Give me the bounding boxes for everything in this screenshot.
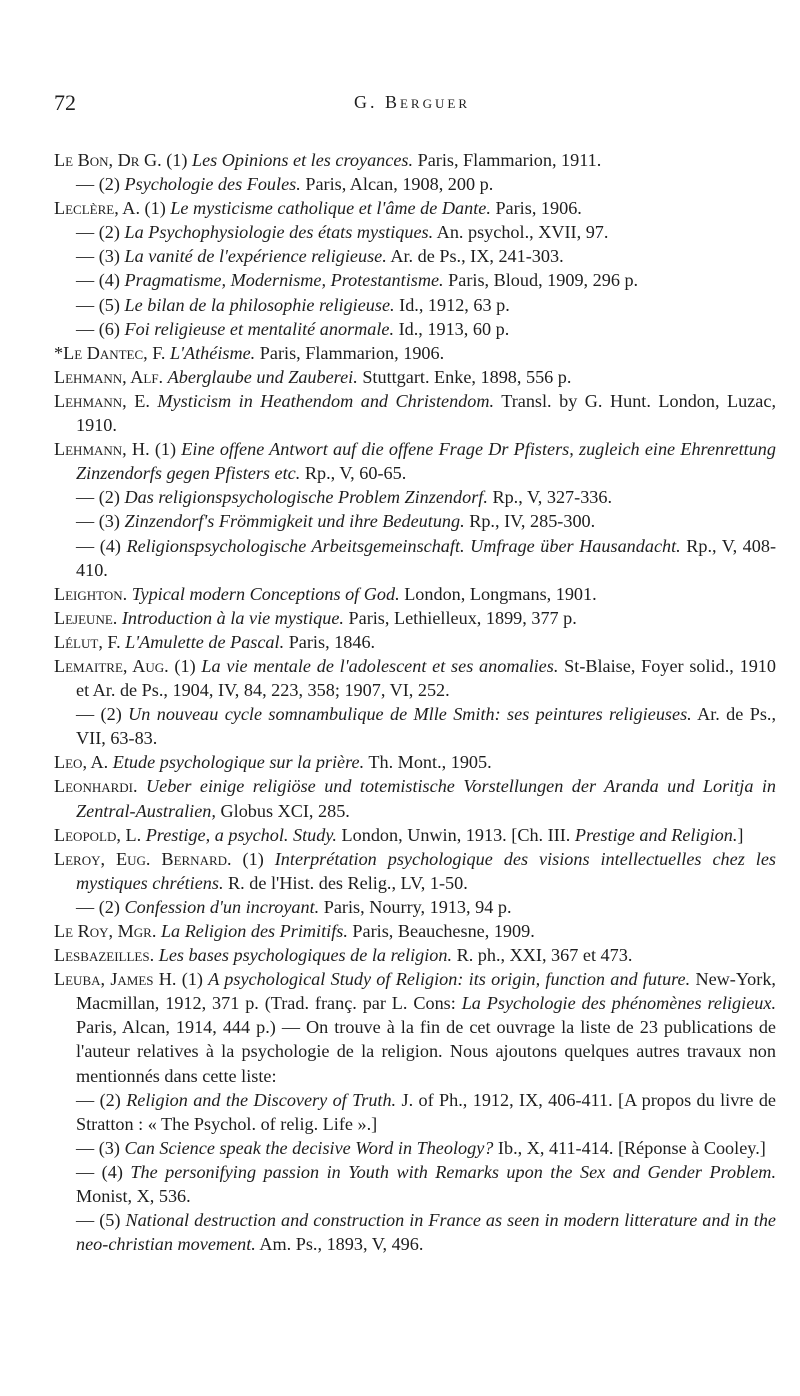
entry-text: J. of Ph., 1912, IX, 406-411. [A propos du livre de Stratton : « The Psychol. of relig. Life ».] bbox=[76, 1089, 776, 1134]
bibliography-entry bbox=[54, 1136, 776, 1160]
entry-author: Lehmann, H. bbox=[54, 439, 150, 460]
entry-title: Le bilan de la philosophie religieuse. bbox=[124, 294, 395, 315]
entry-text: Globus XCI, 285. bbox=[215, 800, 350, 821]
entry-text: Paris, Beauchesne, 1909. bbox=[347, 921, 535, 941]
entry-author: Le Roy, Mgr. bbox=[54, 921, 157, 941]
entry-text: — (4) bbox=[76, 535, 127, 556]
bibliography-entry bbox=[54, 485, 776, 509]
bibliography-entry bbox=[54, 774, 776, 822]
entry-title: Psychologie des Foules. bbox=[124, 174, 301, 195]
entry-text: Th. Mont., 1905. bbox=[364, 752, 492, 773]
entry-text: New-York, Macmillan, 1912, 371 p. (Trad. franç. par L. Cons: bbox=[76, 969, 776, 1014]
bibliography-entry bbox=[54, 1160, 776, 1208]
entry-text: London, Unwin, 1913. [Ch. III. bbox=[336, 824, 575, 845]
bibliography-entry bbox=[54, 341, 776, 365]
entry-author: Lesbazeilles. bbox=[54, 945, 155, 966]
entry-text: Paris, Bloud, 1909, 296 p. bbox=[443, 270, 639, 291]
bibliography-entry bbox=[54, 196, 776, 220]
entry-title: Etude psychologique sur la prière. bbox=[112, 752, 365, 773]
bibliography-entry bbox=[54, 654, 776, 702]
entry-text: (1) bbox=[231, 848, 275, 869]
entry-text: Paris, 1906. bbox=[490, 198, 582, 219]
entry-text: Id., 1912, 63 p. bbox=[394, 294, 510, 315]
entry-text: Ib., X, 411-414. [Réponse à Cooley.] bbox=[493, 1137, 766, 1158]
page-number: 72 bbox=[54, 90, 76, 115]
entry-text: — (2) bbox=[76, 896, 125, 917]
bibliography-entry bbox=[54, 1208, 776, 1256]
entry-text: An. psychol., XVII, 97. bbox=[433, 222, 609, 243]
entry-title: Mysticism in Heathendom and Christendom. bbox=[157, 390, 495, 411]
entry-title: La Religion des Primitifs. bbox=[160, 921, 348, 941]
bibliography-entry bbox=[54, 268, 776, 292]
bibliography-entry bbox=[54, 172, 776, 196]
entry-author: Leclère, A. bbox=[54, 198, 140, 219]
entry-text: London, Longmans, 1901. bbox=[399, 583, 597, 604]
entry-text: Monist, X, 536. bbox=[76, 1186, 191, 1207]
entry-text: Rp., V, 327-336. bbox=[487, 487, 613, 508]
bibliography-entry bbox=[54, 943, 776, 967]
entry-title: Introduction à la vie mystique. bbox=[121, 607, 344, 628]
entry-text: — (2) bbox=[76, 222, 125, 243]
entry-text: (1) bbox=[176, 969, 209, 990]
bibliography-entry bbox=[54, 534, 776, 582]
entry-author: Leuba, James H. bbox=[54, 969, 177, 990]
entry-title: La vie mentale de l'adolescent et ses anomalies. bbox=[201, 655, 559, 676]
entry-author: Leroy, Eug. Bernard. bbox=[54, 848, 232, 869]
entry-title: Prestige, a psychol. Study. bbox=[145, 824, 337, 845]
entry-text: (1) bbox=[161, 150, 192, 170]
entry-text: Paris, Alcan, 1914, 444 p.) — On trouve à la fin de cet ouvrage la liste de 23 publications de l'auteur relatives à la psychologie de la religion. Nous ajoutons quelques autres travaux non mentionnés dans cette liste: bbox=[76, 1017, 776, 1086]
entry-text: Stuttgart. Enke, 1898, 556 p. bbox=[357, 366, 572, 387]
bibliography-entry bbox=[54, 293, 776, 317]
entry-text: Paris, 1846. bbox=[284, 631, 376, 652]
entry-title: Le mysticisme catholique et l'âme de Dante. bbox=[170, 198, 491, 219]
entry-text: — (3) bbox=[76, 246, 125, 267]
entry-text: Transl. by G. Hunt. London, Luzac, 1910. bbox=[76, 390, 776, 436]
entry-text: Paris, Nourry, 1913, 94 p. bbox=[319, 896, 512, 917]
entry-title: Ueber einige religiöse und totemistische Vorstellungen der Aranda und Loritja in Zentral-Australien, bbox=[76, 776, 777, 821]
bibliography-entry bbox=[54, 509, 776, 533]
entry-title: Confession d'un incroyant. bbox=[124, 896, 320, 917]
entry-title: Religion and the Discovery of Truth. bbox=[126, 1089, 397, 1110]
entry-author: Lehmann, Alf. bbox=[54, 366, 164, 387]
entry-author: Lejeune. bbox=[54, 607, 118, 628]
entry-text: R. ph., XXI, 367 et 473. bbox=[452, 945, 633, 966]
entry-title: Foi religieuse et mentalité anormale. bbox=[124, 318, 395, 339]
entry-text: ] bbox=[737, 824, 744, 845]
entry-text: (1) bbox=[149, 439, 182, 460]
entry-text: Paris, Flammarion, 1906. bbox=[255, 342, 445, 363]
bibliography-entry bbox=[54, 148, 776, 172]
entry-text: Ar. de Ps., IX, 241-303. bbox=[386, 246, 564, 267]
entry-title: Interprétation psychologique des visions intellectuelles chez les mystiques chrétiens. bbox=[76, 848, 776, 893]
bibliography-entry bbox=[54, 895, 776, 919]
running-head: G. Berguer bbox=[353, 92, 470, 112]
entry-author: Leopold, L. bbox=[54, 824, 142, 845]
entry-title: Pragmatisme, Modernisme, Protestantisme. bbox=[124, 270, 444, 291]
entry-text: (1) bbox=[168, 655, 202, 676]
entry-author: Lemaitre, Aug. bbox=[54, 655, 169, 676]
entry-title: National destruction and construction in France as seen in modern litterature and in the neo-christian movement. bbox=[76, 1210, 776, 1255]
entry-title: L'Amulette de Pascal. bbox=[125, 631, 285, 652]
entry-text: — (2) bbox=[76, 1089, 127, 1110]
entry-title: La Psychophysiologie des états mystiques. bbox=[124, 222, 434, 243]
entry-text: — (5) bbox=[76, 294, 125, 315]
entry-title: Aberglaube und Zauberei. bbox=[167, 366, 358, 387]
entry-title: Can Science speak the decisive Word in Theology? bbox=[124, 1137, 494, 1158]
entry-title: Les bases psychologiques de la religion. bbox=[158, 945, 453, 966]
entry-title: Das religionspsychologische Problem Zinzendorf. bbox=[124, 487, 488, 508]
entry-author: Lehmann, E. bbox=[54, 390, 150, 411]
entry-title: Les Opinions et les croyances. bbox=[191, 150, 414, 170]
bibliography-entry bbox=[54, 919, 776, 943]
entry-text: Rp., V, 408-410. bbox=[76, 535, 776, 580]
entry-text: Paris, Alcan, 1908, 200 p. bbox=[300, 174, 494, 195]
entry-text: Rp., IV, 285-300. bbox=[464, 511, 596, 532]
bibliography-entry bbox=[54, 702, 776, 750]
entry-text: Paris, Flammarion, 1911. bbox=[413, 150, 602, 170]
bibliography-entry bbox=[54, 606, 776, 630]
bibliography-entry bbox=[54, 823, 776, 847]
entry-text: — (2) bbox=[76, 704, 129, 725]
entry-title: La vanité de l'expérience religieuse. bbox=[124, 246, 387, 267]
entry-text bbox=[138, 776, 146, 796]
entry-title: L'Athéisme. bbox=[170, 342, 256, 363]
entry-author: Leo, A. bbox=[54, 752, 109, 773]
page-header bbox=[54, 90, 770, 114]
entry-title: Zinzendorf's Frömmigkeit und ihre Bedeutung. bbox=[124, 511, 465, 532]
bibliography-list bbox=[54, 148, 776, 1256]
entry-author: Leonhardi. bbox=[54, 776, 138, 797]
entry-author: *Le Dantec, F. bbox=[54, 342, 166, 363]
bibliography-entry bbox=[54, 967, 776, 1087]
entry-text: Id., 1913, 60 p. bbox=[394, 318, 510, 339]
bibliography-entry bbox=[54, 244, 776, 268]
entry-title: La Psychologie des phénomènes religieux. bbox=[461, 993, 776, 1014]
entry-text: — (4) bbox=[76, 270, 125, 291]
bibliography-entry bbox=[54, 317, 776, 341]
entry-title: The personifying passion in Youth with Remarks upon the Sex and Gender Problem. bbox=[130, 1161, 776, 1182]
entry-text: — (5) bbox=[76, 1210, 126, 1231]
entry-text: R. de l'Hist. des Relig., LV, 1-50. bbox=[223, 872, 468, 893]
bibliography-entry bbox=[54, 1088, 776, 1136]
bibliography-entry bbox=[54, 847, 776, 895]
entry-text: — (3) bbox=[76, 1137, 125, 1158]
bibliography-entry bbox=[54, 220, 776, 244]
entry-text: Rp., V, 60-65. bbox=[300, 463, 407, 484]
entry-text: Am. Ps., 1893, V, 496. bbox=[255, 1234, 424, 1255]
entry-title: Typical modern Conceptions of God. bbox=[131, 583, 400, 604]
entry-title: A psychological Study of Religion: its origin, function and future. bbox=[208, 969, 691, 990]
entry-author: Lélut, F. bbox=[54, 631, 121, 652]
entry-text: (1) bbox=[140, 198, 171, 219]
entry-text: Ar. de Ps., VII, 63-83. bbox=[76, 704, 776, 749]
entry-text: — (6) bbox=[76, 318, 125, 339]
bibliography-entry bbox=[54, 437, 776, 485]
entry-author: Le Bon, Dr G. bbox=[54, 150, 162, 170]
entry-title: Religionspsychologische Arbeitsgemeinschaft. Umfrage über Hausandacht. bbox=[126, 535, 681, 556]
entry-title: Eine offene Antwort auf die offene Frage Dr Pfisters, zugleich eine Ehrenrettung Zinzendorfs gegen Pfisters etc. bbox=[76, 439, 776, 484]
bibliography-entry bbox=[54, 365, 776, 389]
entry-text: — (3) bbox=[76, 511, 125, 532]
bibliography-entry bbox=[54, 582, 776, 606]
entry-text: Paris, Lethielleux, 1899, 377 p. bbox=[343, 607, 577, 628]
entry-text: — (2) bbox=[76, 174, 125, 195]
bibliography-entry bbox=[54, 389, 776, 437]
entry-text: — (4) bbox=[76, 1161, 131, 1182]
entry-title: Prestige and Religion. bbox=[574, 824, 738, 845]
entry-text: — (2) bbox=[76, 487, 125, 508]
entry-text: St-Blaise, Foyer solid., 1910 et Ar. de Ps., 1904, IV, 84, 223, 358; 1907, VI, 252. bbox=[76, 655, 776, 701]
bibliography-entry bbox=[54, 630, 776, 654]
entry-author: Leighton. bbox=[54, 583, 128, 604]
entry-title: Un nouveau cycle somnambulique de Mlle Smith: ses peintures religieuses. bbox=[128, 704, 692, 725]
bibliography-entry bbox=[54, 750, 776, 774]
